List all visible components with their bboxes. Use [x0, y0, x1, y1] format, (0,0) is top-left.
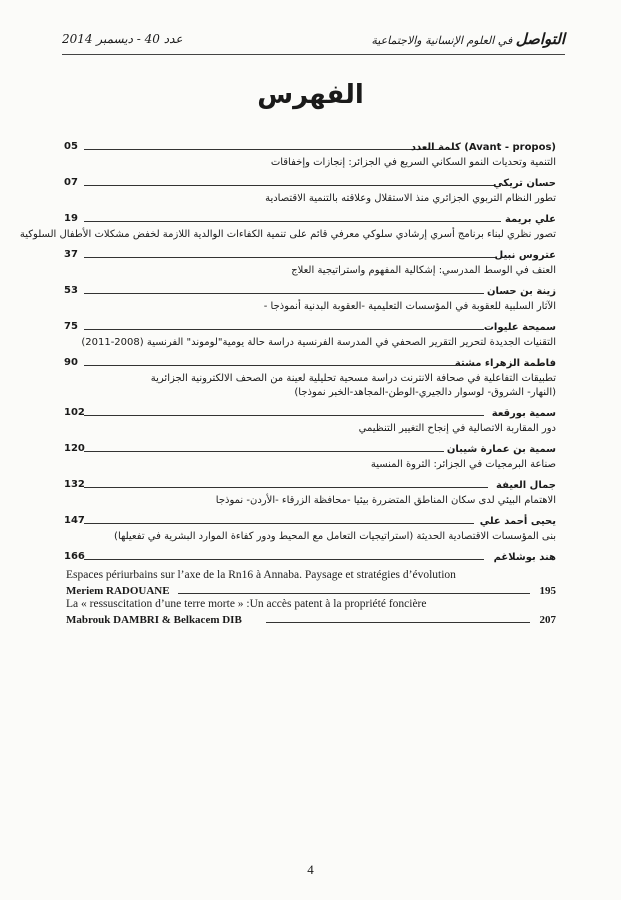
french-author: Mabrouk DAMBRI & Belkacem DIB: [66, 614, 242, 626]
toc-leader-line: [84, 559, 484, 560]
toc-leader-line: [84, 149, 441, 150]
toc-article-title: التقنيات الجديدة لتحرير التقرير الصحفي في المدرسة الفرنسية دراسة حالة يومية"لوموند" الفرنسية (2008-2011): [81, 337, 556, 348]
page-number: 4: [307, 862, 314, 877]
toc-leader-line: [84, 365, 456, 366]
running-header: [62, 30, 565, 52]
toc-heading-line: [64, 210, 556, 225]
french-article-title: Espaces périurbains sur l’axe de la Rn16 à Annaba. Paysage et stratégies d’évolution: [66, 569, 456, 581]
french-author: Meriem RADOUANE: [66, 585, 170, 597]
toc-entry: [64, 354, 556, 400]
toc-heading-line: [64, 354, 556, 369]
toc-heading-line: [64, 404, 556, 419]
toc-leader-line: [84, 185, 494, 186]
toc-article-title: الآثار السلبية للعقوبة في المؤسسات التعليمية -العقوبة البدنية أنموذجا -: [263, 301, 556, 312]
toc-heading-line: [64, 282, 556, 297]
toc-page-number: 166: [64, 551, 85, 562]
toc-page-number: 75: [64, 321, 78, 332]
toc-article-title: تطور النظام التربوي الجزائري منذ الاستقلال وعلاقته بالتنمية الاقتصادية: [265, 193, 556, 204]
toc-page-number: 132: [64, 479, 85, 490]
toc-entry: [64, 282, 556, 314]
issue-info: عدد 40 - ديسمبر 2014: [62, 32, 183, 46]
toc-leader-line: [84, 451, 444, 452]
toc-leader-line: [84, 487, 488, 488]
toc-leader-line: [84, 293, 484, 294]
toc-page-number: 53: [64, 285, 78, 296]
journal-brand: التواصل: [515, 30, 565, 48]
toc-page-number: 37: [64, 249, 78, 260]
toc-author: هند بوشلاغم: [493, 552, 556, 563]
toc-entry: [64, 512, 556, 544]
toc-author: يحيى أحمد علي: [479, 516, 556, 527]
french-leader-line: [266, 622, 530, 623]
toc-page-number: 120: [64, 443, 85, 454]
toc-leader-line: [84, 415, 484, 416]
toc-heading-line: [64, 318, 556, 333]
toc-entry: [64, 246, 556, 278]
toc-article-title: الاهتمام البيئي لدى سكان المناطق المتضررة بيئيا -محافظة الزرقاء -الأردن- نموذجا: [215, 495, 556, 506]
toc-page-number: 07: [64, 177, 78, 188]
toc-author: سمية بورقعة: [491, 408, 556, 419]
toc-article-title: بنى المؤسسات الاقتصادية الحديثة (استراتيجيات التعامل مع المحيط ودور كفاءة الموارد البشرية في تفعيلها): [114, 531, 556, 542]
toc-page-number: 05: [64, 141, 78, 152]
toc-heading-line: [64, 246, 556, 261]
toc-leader-line: [84, 523, 474, 524]
toc-author: زينة بن حسان: [486, 286, 556, 297]
toc-author: (Avant - propos) كلمة العدد: [410, 142, 556, 153]
toc-heading-line: [64, 548, 556, 563]
toc-page-number: 90: [64, 357, 78, 368]
toc-heading-line: [64, 174, 556, 189]
journal-name: [371, 30, 565, 48]
toc-page-number: 147: [64, 515, 85, 526]
toc-leader-line: [84, 257, 496, 258]
toc-article-title: صناعة البرمجيات في الجزائر: الثروة المنسية: [370, 459, 556, 470]
toc-article-title: التنمية وتحديات النمو السكاني السريع في الجزائر: إنجازات وإخفاقات: [270, 157, 556, 168]
toc-heading-line: [64, 440, 556, 455]
toc-entry: [19, 210, 556, 242]
toc-entry: [64, 404, 556, 436]
toc-author: عتروس نبيل: [494, 250, 556, 261]
toc-author: جمال العيفة: [496, 480, 556, 491]
french-page-number: 207: [539, 614, 556, 626]
toc-author: علي بريمة: [504, 214, 556, 225]
toc-heading-line: [64, 512, 556, 527]
toc-article-title: دور المقاربة الاتصالية في إنجاح التغيير التنظيمي: [358, 423, 556, 434]
toc-author: سميحة عليوات: [483, 322, 556, 333]
french-author-line: [66, 611, 556, 626]
toc-heading-line: [64, 138, 556, 153]
journal-subtitle: في العلوم الإنسانية والاجتماعية: [371, 34, 513, 47]
french-author-line: [66, 582, 556, 597]
toc-author: فاطمة الزهراء مشتة: [454, 358, 556, 369]
toc-entry: [64, 476, 556, 508]
toc-article-title-continued: (النهار- الشروق- لوسوار دالجيري-الوطن-المجاهد-الخبر نموذجا): [294, 387, 556, 398]
toc-entry: [64, 318, 556, 350]
toc-entry: [64, 138, 556, 170]
toc-list: [19, 138, 556, 566]
toc-author: حسان تريكي: [493, 178, 556, 189]
toc-entry: [64, 174, 556, 206]
toc-page-number: 102: [64, 407, 85, 418]
header-rule: [62, 54, 565, 55]
toc-entry: [64, 548, 556, 563]
toc-article-title: العنف في الوسط المدرسي: إشكالية المفهوم واستراتيجية العلاج: [291, 265, 556, 276]
toc-article-title: تطبيقات التفاعلية في صحافة الانترنت دراسة مسحية تحليلية لعينة من الصحف الالكترونية الجزائرية: [150, 373, 556, 384]
toc-heading-line: [64, 476, 556, 491]
toc-leader-line: [84, 329, 484, 330]
toc-leader-line: [84, 221, 501, 222]
french-toc: [66, 568, 556, 626]
toc-page-number: 19: [64, 213, 78, 224]
toc-article-title: تصور نظري لبناء برنامج أسري إرشادي سلوكي معرفي قائم على تنمية الكفاءات الوالدية اللازمة لخفض مشكلات الأطفال السلوكية: [19, 229, 556, 240]
french-article-title: La « ressuscitation d’une terre morte » :Un accès patent à la propriété foncière: [66, 598, 427, 610]
toc-entry: [64, 440, 556, 472]
french-leader-line: [178, 593, 530, 594]
page-title: الفهرس: [257, 80, 364, 110]
toc-author: سمية بن عمارة شيبان: [446, 444, 556, 455]
french-page-number: 195: [539, 585, 556, 597]
